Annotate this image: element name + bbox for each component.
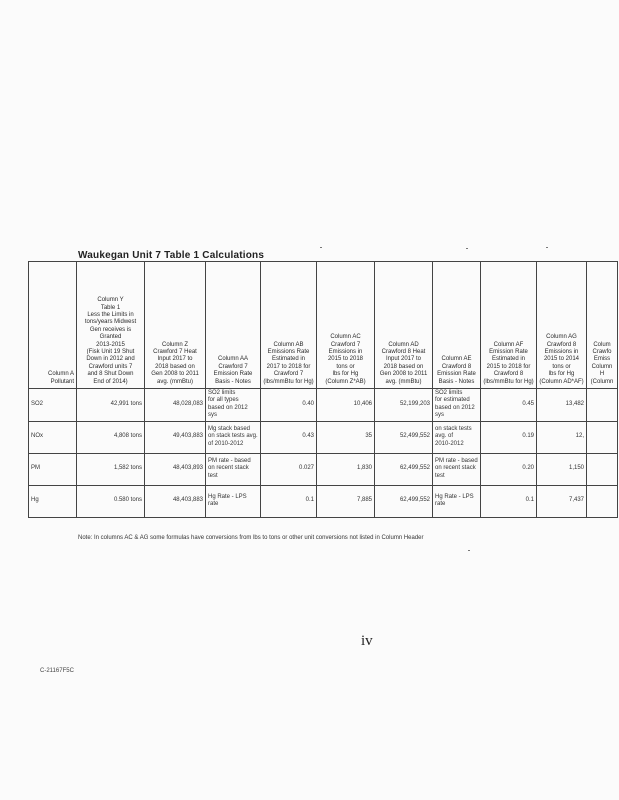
table-cell: 0.19 [481,421,537,453]
pollutant-cell: NOx [29,421,77,453]
table-cell: SO2 limits for estimated based on 2012 sys [433,389,481,422]
table-cell: 62,499,552 [375,485,433,517]
table-cell: 0.1 [481,485,537,517]
pollutant-cell: Hg [29,485,77,517]
table-cell: 1,830 [317,453,375,485]
scan-speck [468,550,470,551]
table-cell: 49,403,883 [145,421,206,453]
table-row [29,421,618,453]
calculations-table [28,261,618,518]
header-cell: Colum Crawfo Emiss Column H (Column [587,262,618,389]
table-cell: 0.40 [261,389,317,422]
scan-speck [466,248,468,249]
header-cell: Column Z Crawford 7 Heat Input 2017 to 2018 based on Gen 2008 to 2011 avg. (mmBtu) [145,262,206,389]
header-cell: Column Y Table 1 Less the Limits in tons/years Midwest Gen receives is Granted 2013-2015 (Fisk Unit 19 Shut Down in 2012 and Crawford units 7 and 8 Shut Down End of 2014) [77,262,145,389]
table-row [29,485,618,517]
pollutant-cell: PM [29,453,77,485]
header-cell: Column AD Crawford 8 Heat Input 2017 to 2018 based on Gen 2008 to 2011 avg. (mmBtu) [375,262,433,389]
table-cell: 10,406 [317,389,375,422]
table-cell: 13,482 [537,389,587,422]
header-cell: Column AB Emissions Rate Estimated in 2017 to 2018 for Crawford 7 (lbs/mmBtu for Hg) [261,262,317,389]
table-cell: Mg stack based on stack tests avg. of 2010-2012 [206,421,261,453]
table-cell: 0.580 tons [77,485,145,517]
table-cell: 62,499,552 [375,453,433,485]
pollutant-cell: SO2 [29,389,77,422]
header-cell: Column AE Crawford 8 Emission Rate Basis - Notes [433,262,481,389]
scan-speck [546,247,548,248]
header-cell: Column AG Crawford 8 Emissions in 2015 to 2014 tons or lbs for Hg (Column AD*AF) [537,262,587,389]
table-row [29,389,618,422]
table-cell [587,485,618,517]
table-cell [587,453,618,485]
header-cell: Column AC Crawford 7 Emissions in 2015 to 2018 tons or lbs for Hg (Column Z*AB) [317,262,375,389]
header-row [29,262,618,389]
scan-speck [320,247,322,248]
table-cell: 0.45 [481,389,537,422]
table-cell: 42,991 tons [77,389,145,422]
table-cell: 4,808 tons [77,421,145,453]
table-cell: 7,885 [317,485,375,517]
page-number: iv [361,633,373,649]
footnote: Note: In columns AC & AG some formulas have conversions from lbs to tons or other unit conversions not listed in Column Header [78,535,424,541]
table-cell: 52,199,203 [375,389,433,422]
table-cell: 1,582 tons [77,453,145,485]
table-cell: 12, [537,421,587,453]
table-cell: 35 [317,421,375,453]
table-cell: PM rate - based on recent stack test [433,453,481,485]
table-cell [587,389,618,422]
table-cell [587,421,618,453]
table-cell: 0.43 [261,421,317,453]
table-cell: PM rate - based on recent stack test [206,453,261,485]
table-cell: Hg Rate - LPS rate [433,485,481,517]
table-cell: Hg Rate - LPS rate [206,485,261,517]
table-title: Waukegan Unit 7 Table 1 Calculations [78,250,265,261]
table-cell: 0.027 [261,453,317,485]
table-cell: on stack tests avg. of 2010-2012 [433,421,481,453]
table-cell: 48,403,883 [145,485,206,517]
table-cell: 52,499,552 [375,421,433,453]
table-cell: 0.1 [261,485,317,517]
header-cell: Column AA Crawford 7 Emission Rate Basis - Notes [206,262,261,389]
table-cell: 48,403,893 [145,453,206,485]
document-id-footer: C-21167F5C [40,668,74,674]
table-row [29,453,618,485]
table-cell: 7,437 [537,485,587,517]
header-cell: Column A Pollutant [29,262,77,389]
table-cell: 1,150 [537,453,587,485]
table-cell: 48,028,083 [145,389,206,422]
table-cell: SO2 limits for all types based on 2012 sys [206,389,261,422]
table-cell: 0.20 [481,453,537,485]
header-cell: Column AF Emission Rate Estimated in 2015 to 2018 for Crawford 8 (lbs/mmBtu for Hg) [481,262,537,389]
